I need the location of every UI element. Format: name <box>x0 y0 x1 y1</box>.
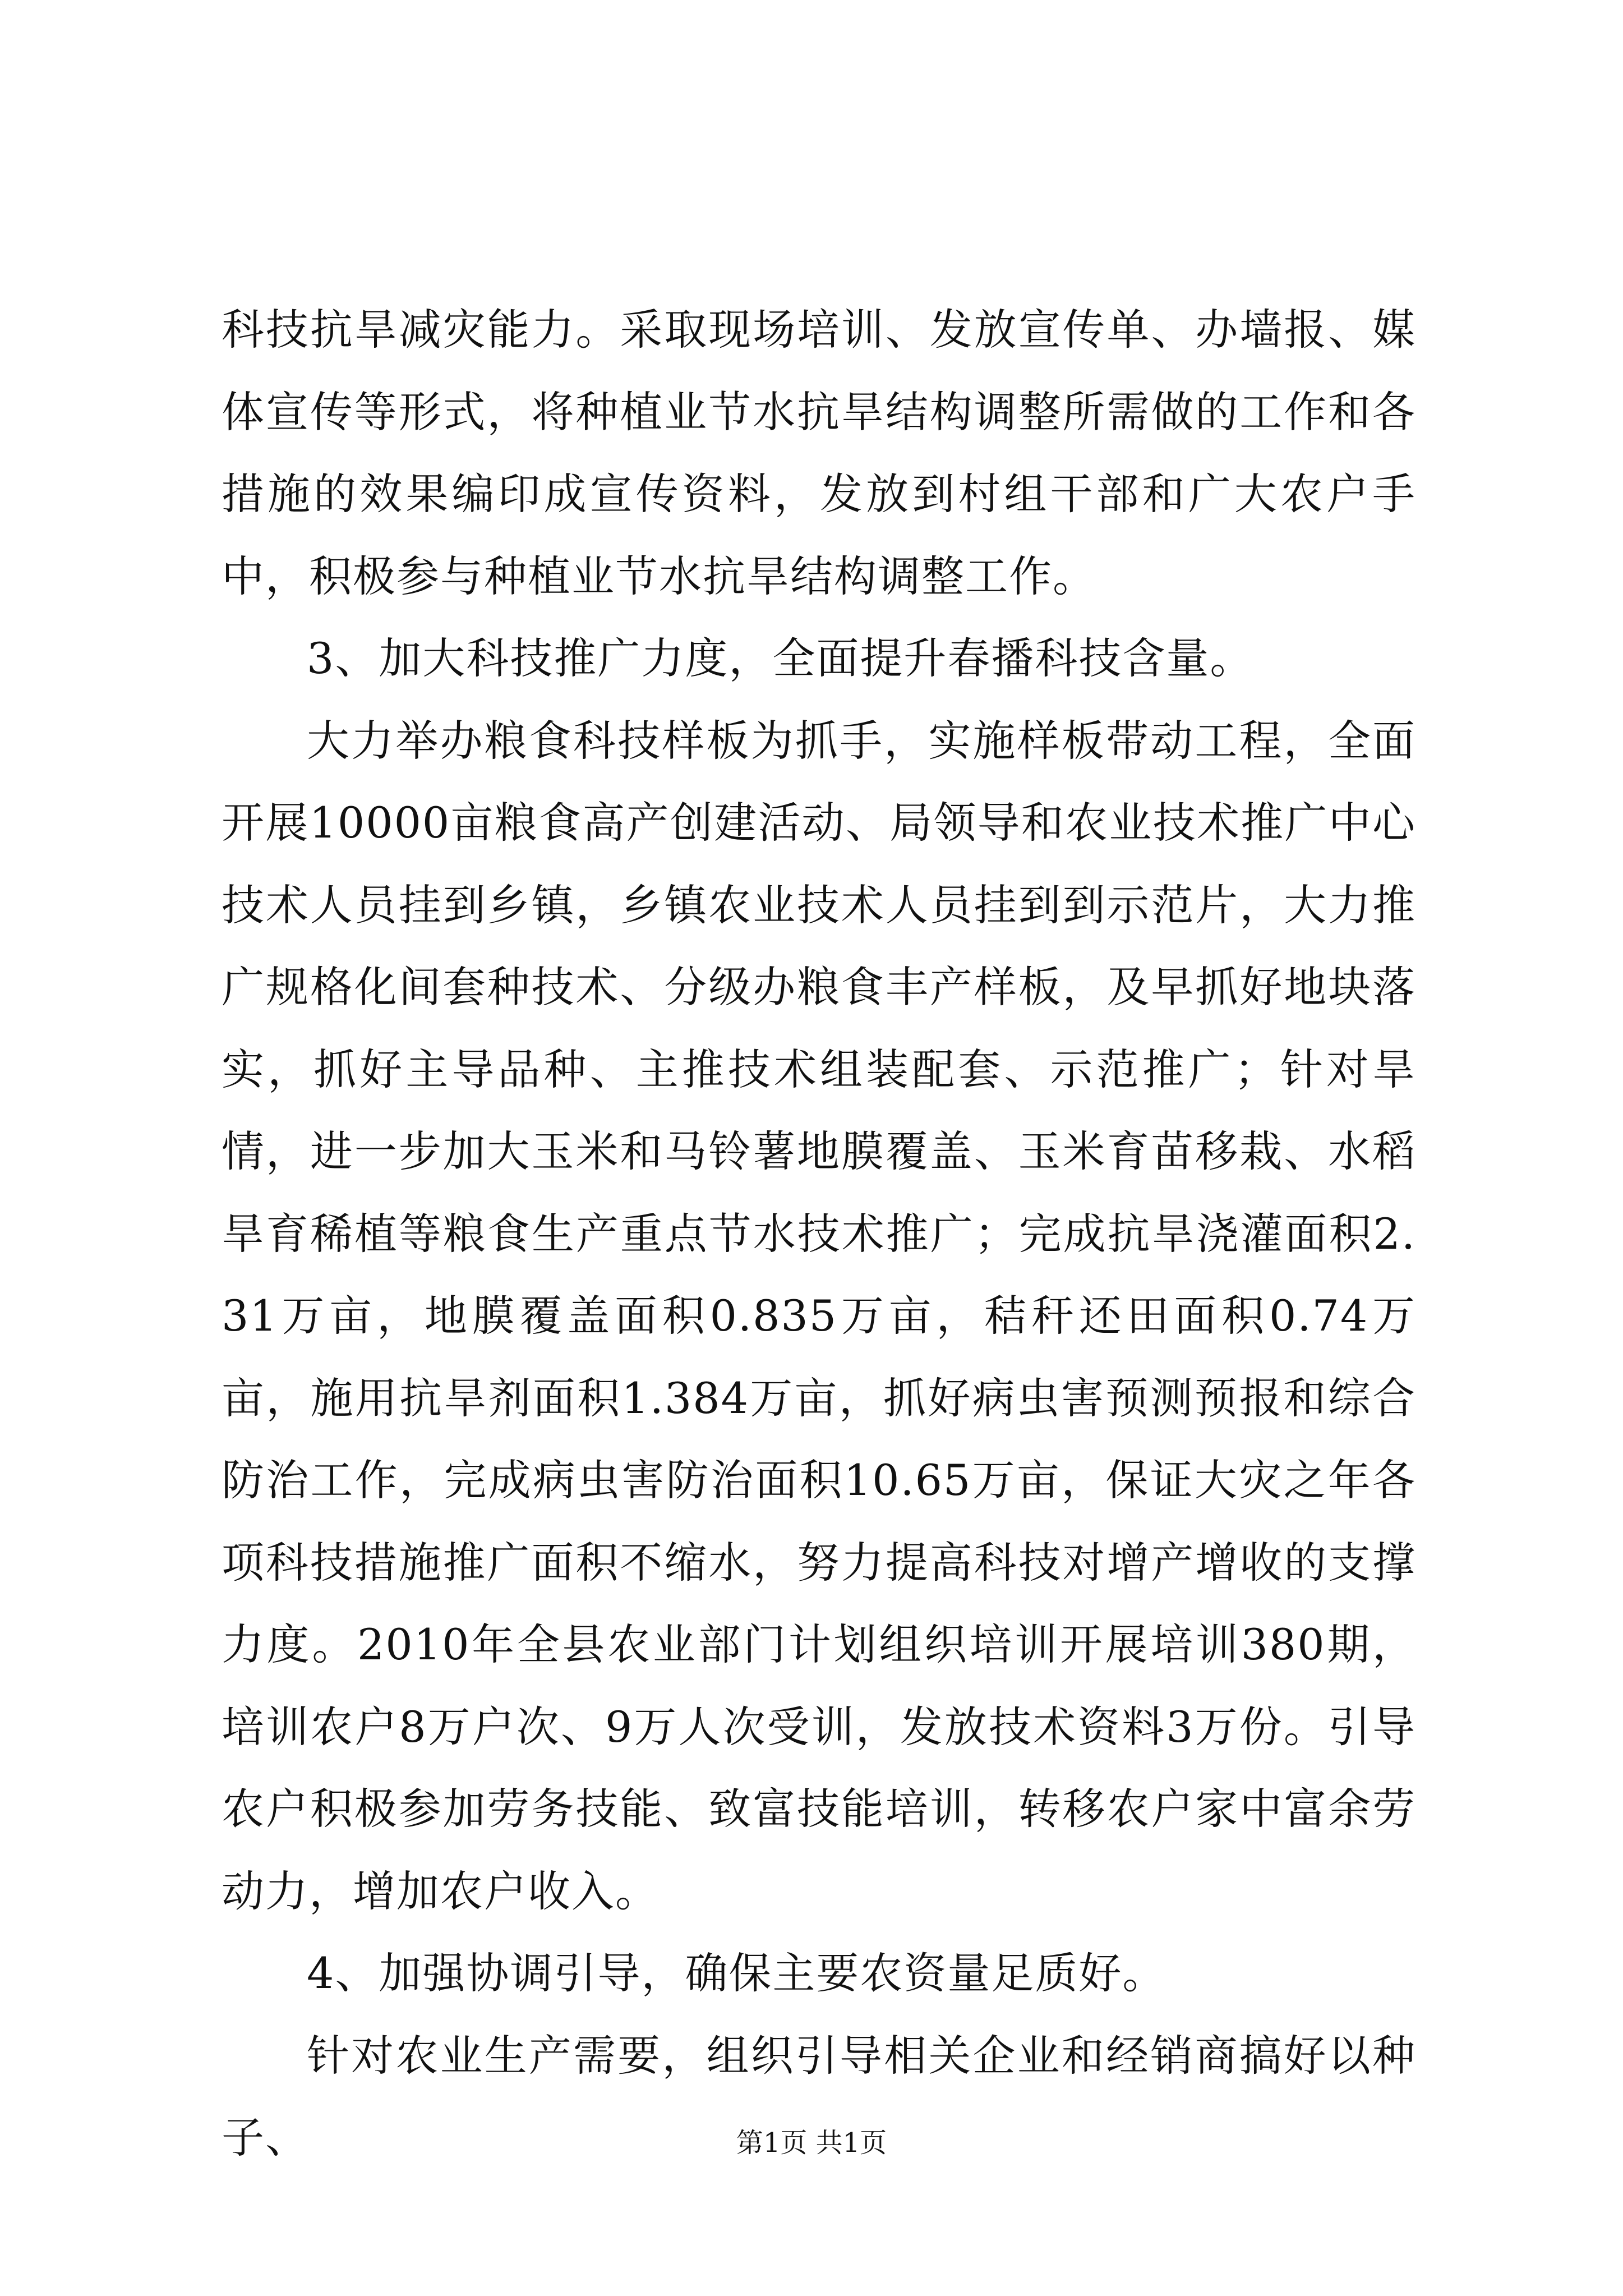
document-body <box>222 289 1416 2179</box>
section-heading-3: 3、加大科技推广力度，全面提升春播科技含量。 <box>307 633 1254 683</box>
paragraph-continuation: 科技抗旱减灾能力。采取现场培训、发放宣传单、办墙报、媒体宣传等形式，将种植业节水抗旱结构调整所需做的工作和各措施的效果编印成宣传资料，发放到村组干部和广大农户手中，积极参与种植业节水抗旱结构调整工作。 <box>222 305 1416 601</box>
paragraph-agri-supplies: 针对农业生产需要，组织引导相关企业和经销商搞好以种子、 <box>222 2030 1416 2162</box>
section-heading-4: 4、加强协调引导，确保主要农资量足质好。 <box>307 1948 1166 1998</box>
paragraph-tech-promotion: 大力举办粮食科技样板为抓手，实施样板带动工程，全面开展10000亩粮食高产创建活动、局领导和农业技术推广中心技术人员挂到乡镇，乡镇农业技术人员挂到到示范片，大力推广规格化间套种技术、分级办粮食丰产样板，及早抓好地块落实，抓好主导品种、主推技术组装配套、示范推广；针对旱情，进一步加大玉米和马铃薯地膜覆盖、玉米育苗移栽、水稻旱育稀植等粮食生产重点节水技术推广；完成抗旱浇灌面积2.31万亩，地膜覆盖面积0.835万亩，秸秆还田面积0.74万亩，施用抗旱剂面积1.384万亩，抓好病虫害预测预报和综合防治工作，完成病虫害防治面积10.65万亩，保证大灾之年各项科技措施推广面积不缩水，努力提高科技对增产增收的支撑力度。2010年全县农业部门计划组织培训开展培训380期，培训农户8万户次、9万人次受训，发放技术资料3万份。引导农户积极参加劳务技能、致富技能培训，转移农户家中富余劳动力，增加农户收入。 <box>222 715 1416 1916</box>
page-footer: 第1页 共1页 <box>736 2127 887 2159</box>
